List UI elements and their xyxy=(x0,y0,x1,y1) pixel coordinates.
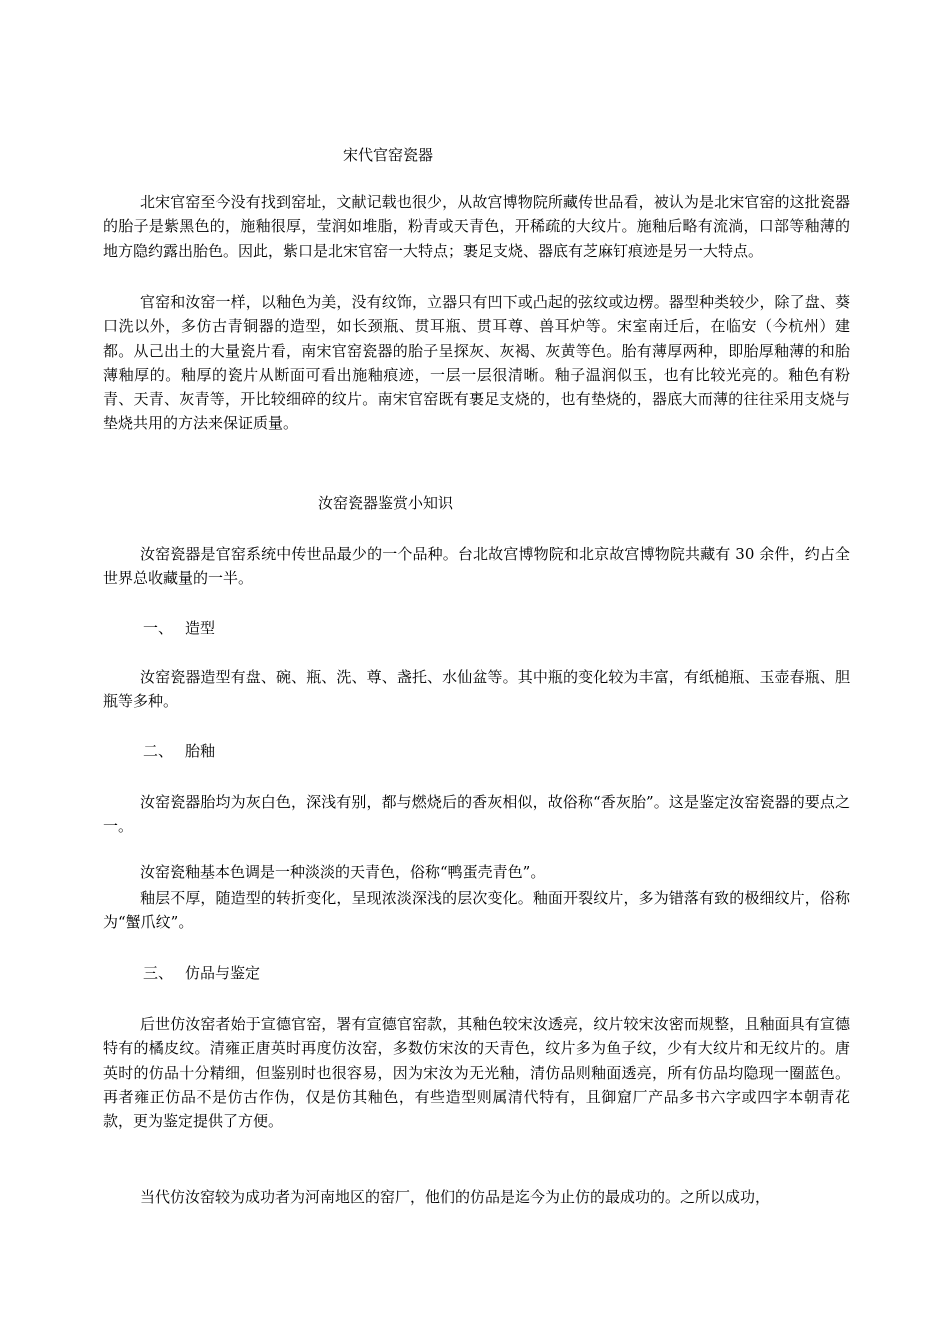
paragraph-southern-song: 官窑和汝窑一样，以釉色为美，没有纹饰，立器只有凹下或凸起的弦纹或边楞。器型种类较少，除了盘、葵口洗以外，多仿古青铜器的造型，如长颈瓶、贯耳瓶、贯耳尊、兽耳炉等。宋室南迁后，在临安（今杭州）建都。从己出土的大量瓷片看，南宋官窑瓷器的胎子呈探灰、灰褐、灰黄等色。胎有薄厚两种，即胎厚釉薄的和胎薄釉厚的。釉厚的瓷片从断面可看出施釉痕迹，一层一层很清晰。釉子温润似玉，也有比较光亮的。釉色有粉青、天青、灰青等，开比较细碎的纹片。南宋官窑既有裹足支烧的，也有垫烧的，器底大而薄的往往采用支烧与垫烧共用的方法来保证质量。 xyxy=(103,293,850,433)
heading-label: 造型 xyxy=(185,619,216,637)
paragraph-glaze-color: 汝窑瓷釉基本色调是一种淡淡的天青色，俗称“鸭蛋壳青色”。 xyxy=(140,863,546,881)
paragraph-shape: 汝窑瓷器造型有盘、碗、瓶、洗、尊、盏托、水仙盆等。其中瓶的变化较为丰富，有纸槌瓶、玉壶春瓶、胆瓶等多种。 xyxy=(103,668,850,711)
heading-body-glaze xyxy=(143,739,215,763)
paragraph-modern-imitation: 当代仿汝窑较为成功者为河南地区的窑厂，他们的仿品是迄今为止仿的最成功的。之所以成功， xyxy=(140,1188,771,1206)
paragraph-glaze-layer: 釉层不厚，随造型的转折变化，呈现浓淡深浅的层次变化。釉面开裂纹片，多为错落有致的极细纹片，俗称为“蟹爪纹”。 xyxy=(103,889,850,932)
section-title-song-official-kiln: 宋代官窑瓷器 xyxy=(343,146,434,164)
paragraph-ru-intro: 汝窑瓷器是官窑系统中传世品最少的一个品种。台北故宫博物院和北京故宫博物院共藏有 30 余件，约占全世界总收藏量的一半。 xyxy=(103,545,850,588)
heading-label: 仿品与鉴定 xyxy=(185,964,261,982)
heading-label: 胎釉 xyxy=(185,742,216,760)
heading-number: 三、 xyxy=(143,964,174,982)
paragraph-northern-song: 北宋官窑至今没有找到窑址，文献记载也很少，从故宫博物院所藏传世品看，被认为是北宋官窑的这批瓷器的胎子是紫黑色的，施釉很厚，莹润如堆脂，粉青或天青色，开稀疏的大纹片。施釉后略有流淌，口部等釉薄的地方隐约露出胎色。因此，紫口是北宋官窑一大特点；裹足支烧、器底有芝麻钉痕迹是另一大特点。 xyxy=(103,193,850,260)
section-title-ru-kiln: 汝窑瓷器鉴赏小知识 xyxy=(318,494,454,512)
heading-shape xyxy=(143,616,215,640)
heading-number: 一、 xyxy=(143,619,174,637)
paragraph-body: 汝窑瓷器胎均为灰白色，深浅有别，都与燃烧后的香灰相似，故俗称“香灰胎”。这是鉴定汝窑瓷器的要点之一。 xyxy=(103,793,850,836)
heading-number: 二、 xyxy=(143,742,174,760)
heading-imitation xyxy=(143,961,260,985)
paragraph-imitation-history: 后世仿汝窑者始于宣德官窑，署有宣德官窑款，其釉色较宋汝透亮，纹片较宋汝密而规整，且釉面具有宣德特有的橘皮纹。清雍正唐英时再度仿汝窑，多数仿宋汝的天青色，纹片多为鱼子纹，少有大纹片和无纹片的。唐英时的仿品十分精细，但鉴别时也很容易，因为宋汝为无光釉，清仿品则釉面透亮，所有仿品均隐现一圈蓝色。再者雍正仿品不是仿古作伪，仅是仿其釉色，有些造型则属清代特有，且御窟厂产品多书六字或四字本朝青花款，更为鉴定提供了方便。 xyxy=(103,1015,850,1131)
